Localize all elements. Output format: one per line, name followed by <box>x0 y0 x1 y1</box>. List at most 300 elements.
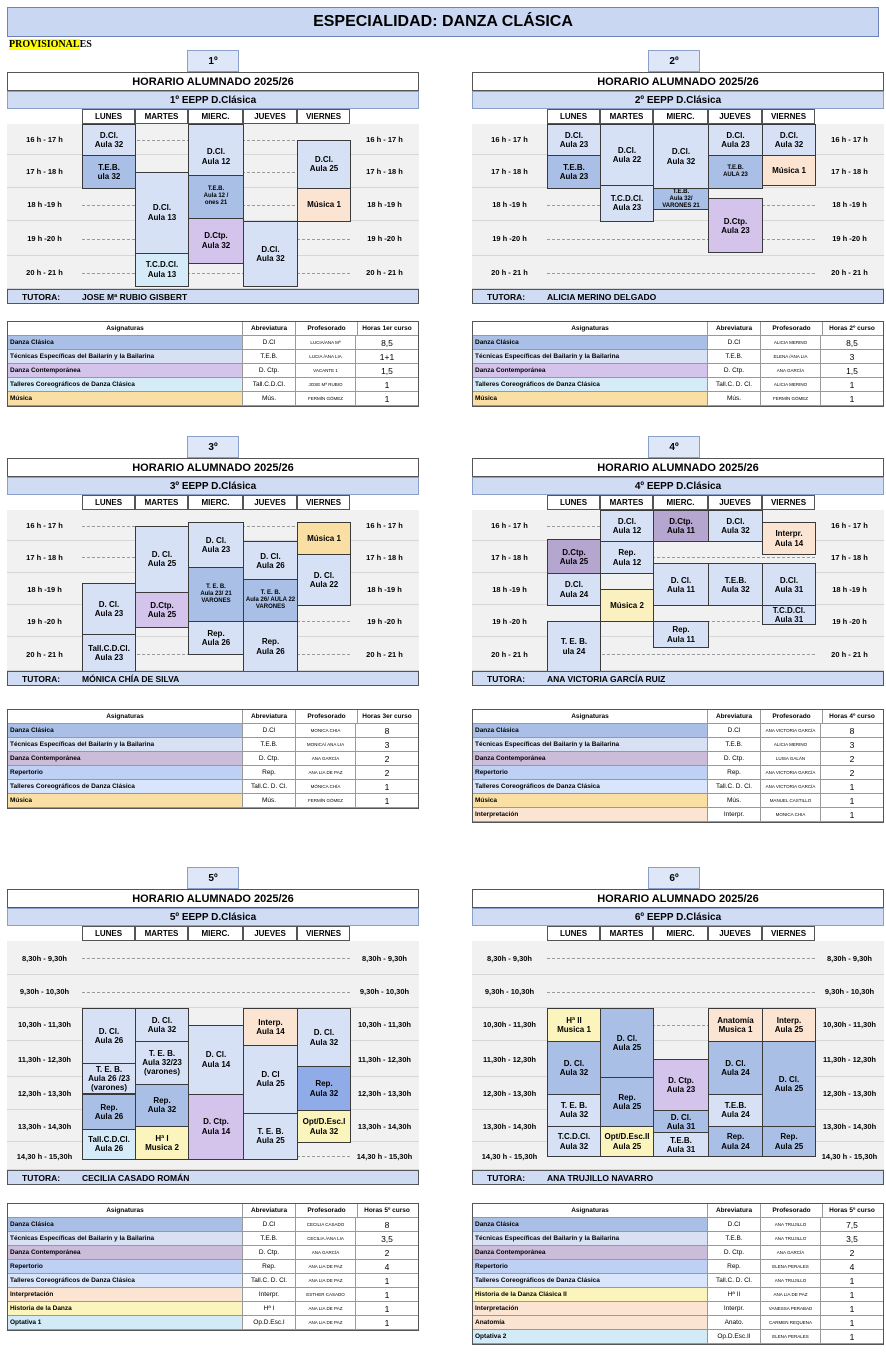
class-cell[interactable]: T. E. B. ula 24 <box>547 621 601 672</box>
class-cell[interactable]: T.C.D.Cl. Aula 32 <box>547 1126 601 1157</box>
day-header: VIERNES <box>762 495 815 510</box>
subject-name: Talleres Coreográficos de Danza Clásica <box>8 378 243 391</box>
class-cell[interactable]: D.Cl. Aula 25 <box>297 140 351 190</box>
class-cell[interactable]: T.E.B. ula 32 <box>82 155 136 189</box>
subject-row <box>8 794 418 808</box>
time-slot-label-right: 12,30h - 13,30h <box>822 1089 877 1098</box>
tutor-name: JOSE Mª RUBIO GISBERT <box>82 292 188 302</box>
class-cell[interactable]: D.Ctp. Aula 23 <box>708 198 763 254</box>
subject-row <box>8 364 418 378</box>
class-cell[interactable]: Rep. Aula 11 <box>653 621 709 648</box>
time-slot-label-right: 20 h - 21 h <box>366 268 403 277</box>
subject-name: Música <box>473 392 708 405</box>
class-cell[interactable]: Interpr. Aula 14 <box>762 522 816 554</box>
subject-teacher: CECILIA /ANA LIA <box>296 1232 356 1245</box>
subjects-header-row <box>473 1204 883 1218</box>
class-cell[interactable]: D.Cl. Aula 32 <box>82 124 136 156</box>
subject-hours: 8 <box>384 725 390 736</box>
subject-hours: 2 <box>384 753 390 764</box>
subject-row <box>473 364 883 378</box>
class-cell[interactable]: D. Cl. Aula 26 <box>243 541 298 580</box>
tutor-name: ALICIA MERINO DELGADO <box>547 292 657 302</box>
empty-slot-line <box>547 992 815 993</box>
subject-name: Música <box>8 794 243 807</box>
subject-row <box>8 378 418 392</box>
subject-teacher: VANESSA PERABAD <box>761 1302 821 1315</box>
day-header: JUEVES <box>708 109 762 124</box>
class-cell[interactable]: Hª I Musica 2 <box>135 1126 189 1160</box>
tutor-row <box>472 1170 884 1185</box>
class-cell[interactable]: D. Cl. Aula 32 <box>297 1008 351 1067</box>
subject-abbr: Tall.C. D. Cl. <box>708 378 761 391</box>
class-cell[interactable]: D. Cl Aula 25 <box>243 1045 298 1115</box>
class-cell[interactable]: Música 2 <box>600 589 654 622</box>
schedule-header: HORARIO ALUMNADO 2025/26 <box>472 458 884 477</box>
corner-blank <box>7 495 82 510</box>
subject-teacher: ESTHER CASADO <box>296 1288 356 1301</box>
subject-hours: 1,5 <box>381 365 393 376</box>
class-cell[interactable]: Rep. Aula 26 <box>243 621 298 672</box>
subject-hours: 1 <box>849 781 855 792</box>
tutor-row <box>7 289 419 304</box>
class-cell[interactable]: Interp. Aula 14 <box>243 1008 298 1046</box>
class-cell[interactable]: D.Cl. Aula 23 <box>547 124 601 156</box>
time-slot-label-right: 11,30h - 12,30h <box>358 1054 411 1064</box>
schedule-header: HORARIO ALUMNADO 2025/26 <box>7 458 419 477</box>
day-header: MIERC. <box>653 109 708 124</box>
empty-slot-line <box>547 273 815 274</box>
class-cell[interactable]: D. Cl. Aula 22 <box>297 554 351 606</box>
time-slot-label: 19 h -20 h <box>492 234 527 243</box>
subject-abbr: D.Cl <box>708 336 761 349</box>
time-slot-label: 20 h - 21 h <box>26 649 63 659</box>
class-cell[interactable]: T.E.B. Aula 24 <box>708 1094 763 1128</box>
subject-name: Danza Contemporánea <box>473 1246 708 1259</box>
tutor-row <box>7 671 419 686</box>
subject-hours: 3,5 <box>381 1233 393 1244</box>
day-header: MARTES <box>600 926 653 941</box>
subject-name: Talleres Coreográficos de Danza Clásica <box>8 780 243 793</box>
subjects-col-header: Asignaturas <box>473 322 708 335</box>
class-cell[interactable]: D.Cl. Aula 12 <box>600 510 654 542</box>
time-slot-label: 18 h -19 h <box>27 200 62 209</box>
class-cell[interactable]: Hª II Musica 1 <box>547 1008 601 1042</box>
subject-name: Historia de la Danza <box>8 1302 243 1315</box>
class-cell[interactable]: D. Ctp. Aula 14 <box>188 1094 244 1160</box>
subject-name: Danza Contemporánea <box>8 364 243 377</box>
subject-hours: 1 <box>384 393 390 404</box>
subjects-col-header: Abreviatura <box>708 1204 761 1217</box>
subjects-col-header: Asignaturas <box>8 1204 243 1217</box>
subject-teacher: ANA VICTORIA GARCÍA <box>761 780 821 793</box>
subject-row <box>473 1288 883 1302</box>
subject-teacher: FERMÍN GÓMEZ <box>761 392 821 405</box>
class-cell[interactable]: D. Cl. Aula 23 <box>188 522 244 567</box>
time-slot-label-right: 20 h - 21 h <box>831 649 868 659</box>
subject-row <box>473 336 883 350</box>
time-slot-label: 8,30h - 9,30h <box>21 953 68 963</box>
time-slot-label: 11,30h - 12,30h <box>483 1054 536 1064</box>
empty-slot-line <box>82 992 350 993</box>
class-cell[interactable]: D. Cl. Aula 32 <box>135 1008 189 1042</box>
time-slot-label: 19 h -20 h <box>27 234 62 243</box>
course-level-tab: 2º <box>648 50 700 72</box>
subject-abbr: Rep. <box>243 766 296 779</box>
class-cell[interactable]: Música 1 <box>762 155 816 186</box>
class-cell[interactable]: D. Cl. Aula 24 <box>708 1041 763 1095</box>
class-cell[interactable]: Rep. Aula 12 <box>600 541 654 574</box>
subjects-col-header: Asignaturas <box>473 710 708 723</box>
time-slot-label-right: 20 h - 21 h <box>366 649 403 659</box>
class-cell[interactable]: D.Cl. Aula 32 <box>653 124 709 189</box>
class-cell[interactable]: D. Cl. Aula 25 <box>762 1041 816 1127</box>
time-slot-label-right: 10,30h - 11,30h <box>358 1020 411 1029</box>
corner-blank <box>7 109 82 124</box>
class-cell[interactable]: D. Cl. Aula 11 <box>653 563 709 606</box>
class-cell[interactable]: D. Cl. Aula 31 <box>653 1110 709 1133</box>
provisional-suffix: ES <box>79 39 92 50</box>
subjects-col-header: Asignaturas <box>473 1204 708 1217</box>
subject-teacher: ANA GARCÍA <box>296 1246 356 1259</box>
subject-row <box>8 780 418 794</box>
subjects-col-header: Horas 1er curso <box>362 325 412 332</box>
subject-abbr: D.Cl <box>243 1218 296 1231</box>
subject-teacher: ANA GARCÍA <box>761 364 821 377</box>
subject-name: Interpretación <box>8 1288 243 1301</box>
subject-row <box>8 1232 418 1246</box>
class-cell[interactable]: T.E.B. Aula 32 <box>708 563 763 606</box>
subject-name: Danza Contemporánea <box>8 1246 243 1259</box>
subject-hours: 8,5 <box>381 337 393 348</box>
class-cell[interactable]: D. Ctp. Aula 23 <box>653 1059 709 1111</box>
time-slot-label: 20 h - 21 h <box>491 649 528 659</box>
group-title: 1º EEPP D.Clásica <box>7 91 419 109</box>
class-cell[interactable]: Rep. Aula 25 <box>762 1126 816 1157</box>
tutor-label: TUTORA: <box>487 292 526 302</box>
subject-hours: 4 <box>384 1261 390 1272</box>
subjects-col-header: Profesorado <box>296 710 358 723</box>
subject-name: Repertorio <box>473 766 708 779</box>
day-header: VIERNES <box>762 926 815 941</box>
subject-abbr: Tall.C. D. Cl. <box>243 780 296 793</box>
subject-teacher: ANA LIA DE PAZ <box>296 1260 356 1273</box>
subject-hours: 2 <box>849 753 855 764</box>
subject-row <box>8 1260 418 1274</box>
time-slot-label-right: 18 h -19 h <box>832 584 867 594</box>
time-slot-label-right: 19 h -20 h <box>832 234 867 243</box>
subject-row <box>8 336 418 350</box>
subject-teacher: MONICA CHIA <box>761 808 821 821</box>
subjects-header-row <box>8 322 418 336</box>
provisional-highlight: PROVISIONAL <box>9 39 80 50</box>
subject-name: Anatomía <box>473 1316 708 1329</box>
subject-abbr: D.Cl <box>243 724 296 737</box>
day-header: LUNES <box>82 109 135 124</box>
tutor-row <box>7 1170 419 1185</box>
subject-hours: 1 <box>849 1317 855 1328</box>
subject-abbr: Op.D.Esc.II <box>708 1330 761 1343</box>
subjects-header-row <box>473 322 883 336</box>
subject-row <box>473 350 883 364</box>
class-cell[interactable]: T. E. B. Aula 26/ AULA 22 VARONES <box>243 579 298 622</box>
subject-row <box>8 1302 418 1316</box>
subject-abbr: T.E.B. <box>243 1232 296 1245</box>
time-slot-label-right: 18 h -19 h <box>367 200 402 209</box>
class-cell[interactable]: D.Cl. Aula 32 <box>762 124 816 156</box>
class-cell[interactable]: D.Cl. Aula 31 <box>762 563 816 606</box>
time-slot-label-right: 16 h - 17 h <box>831 135 868 144</box>
course-level-tab: 3º <box>187 436 239 458</box>
subject-hours: 1 <box>849 393 855 404</box>
schedule-header: HORARIO ALUMNADO 2025/26 <box>7 889 419 908</box>
day-header: JUEVES <box>708 926 762 941</box>
day-header: VIERNES <box>297 109 350 124</box>
subject-teacher: MONICA/ ANA LIA <box>296 738 356 751</box>
class-cell[interactable]: Interp. Aula 25 <box>762 1008 816 1042</box>
subject-teacher: MANUEL CASTILLO <box>761 794 821 807</box>
time-slot-label: 20 h - 21 h <box>491 268 528 277</box>
class-cell[interactable]: T.E.B. Aula 31 <box>653 1132 709 1157</box>
class-cell[interactable]: D. Cl. Aula 14 <box>188 1025 244 1095</box>
time-slot-label-right: 17 h - 18 h <box>831 552 868 562</box>
subjects-header-row <box>8 710 418 724</box>
day-header: MARTES <box>600 495 653 510</box>
class-cell[interactable]: T.C.D.Cl. Aula 13 <box>135 253 189 287</box>
schedule-header: HORARIO ALUMNADO 2025/26 <box>7 72 419 91</box>
subject-row <box>8 724 418 738</box>
class-cell[interactable]: T. E. B. Aula 32/23 (varones) <box>135 1041 189 1085</box>
class-cell[interactable]: D.Ctp. Aula 25 <box>135 592 189 628</box>
subject-teacher: FERMÍN GÓMEZ <box>296 794 356 807</box>
subject-name: Danza Contemporánea <box>473 364 708 377</box>
class-cell[interactable]: D. Cl. Aula 32 <box>547 1041 601 1095</box>
time-slot-label: 18 h -19 h <box>492 584 527 594</box>
subject-hours: 3 <box>384 739 390 750</box>
time-slot-label-right: 13,30h - 14,30h <box>822 1121 877 1131</box>
class-cell[interactable]: Rep. Aula 32 <box>297 1066 351 1111</box>
class-cell[interactable]: T. E. B. Aula 32 <box>547 1094 601 1128</box>
class-cell[interactable]: Rep. Aula 26 <box>188 621 244 655</box>
time-slot-label-right: 16 h - 17 h <box>366 521 403 530</box>
subject-row <box>8 1246 418 1260</box>
class-cell[interactable]: Música 1 <box>297 522 351 554</box>
class-cell[interactable]: Tall.C.D.Cl. Aula 26 <box>82 1129 136 1160</box>
subject-hours: 1 <box>384 795 390 806</box>
day-header: MARTES <box>135 495 188 510</box>
class-cell[interactable]: Música 1 <box>297 188 351 222</box>
class-cell[interactable]: T.C.D.Cl. Aula 23 <box>600 185 654 222</box>
class-cell[interactable]: T.E.B. AULA 23 <box>708 155 763 189</box>
subject-row <box>473 1260 883 1274</box>
time-slot-label-right: 16 h - 17 h <box>831 521 868 530</box>
subject-row <box>8 738 418 752</box>
subject-abbr: Anato. <box>708 1316 761 1329</box>
empty-slot-line <box>547 958 815 959</box>
subject-hours: 1 <box>384 781 390 792</box>
class-cell[interactable]: D. Cl. Aula 25 <box>135 526 189 594</box>
subject-teacher: ANA LIA DE PAZ <box>296 1274 356 1287</box>
subject-name: Repertorio <box>473 1260 708 1273</box>
subject-abbr: Hª II <box>708 1288 761 1301</box>
class-cell[interactable]: D. Cl. Aula 23 <box>82 583 136 635</box>
time-slot-label: 9,30h - 10,30h <box>19 987 70 996</box>
class-cell[interactable]: D.Cl. Aula 32 <box>243 221 298 287</box>
time-slot-label: 17 h - 18 h <box>491 552 528 562</box>
class-cell[interactable]: D.Cl. Aula 13 <box>135 172 189 254</box>
subject-abbr: Interpr. <box>243 1288 296 1301</box>
class-cell[interactable]: T.E.B. Aula 32/ VARONES 21 <box>653 188 709 210</box>
subject-abbr: Tall.C. D. Cl. <box>708 780 761 793</box>
subjects-col-header: Profesorado <box>761 1204 823 1217</box>
subject-abbr: T.E.B. <box>243 350 296 363</box>
subject-teacher: ANA TRUJILLO <box>761 1218 821 1231</box>
empty-slot-line <box>547 239 815 240</box>
tutor-label: TUTORA: <box>22 292 61 302</box>
time-slot-label: 10,30h - 11,30h <box>18 1020 71 1029</box>
subject-row <box>473 808 883 822</box>
time-slot-label: 8,30h - 9,30h <box>486 953 533 963</box>
subject-row <box>8 392 418 406</box>
class-cell[interactable]: D. Cl. Aula 25 <box>600 1008 654 1078</box>
time-slot-label: 20 h - 21 h <box>26 268 63 277</box>
course-level-tab: 6º <box>648 867 700 889</box>
class-cell[interactable]: T.C.D.Cl. Aula 31 <box>762 605 816 625</box>
class-cell[interactable]: Anatomía Musica 1 <box>708 1008 763 1042</box>
subject-row <box>473 1218 883 1232</box>
class-cell[interactable]: Opt/D.Esc.I Aula 32 <box>297 1110 351 1143</box>
subjects-table <box>7 1203 419 1331</box>
subject-hours: 1+1 <box>379 351 395 362</box>
subject-row <box>473 780 883 794</box>
subject-name: Danza Clásica <box>8 336 243 349</box>
subject-abbr: T.E.B. <box>708 738 761 751</box>
class-cell[interactable]: T.E.B. Aula 12 / ones 21 <box>188 175 244 219</box>
subjects-header-row <box>8 1204 418 1218</box>
time-slot-label: 17 h - 18 h <box>26 552 63 562</box>
page-title: ESPECIALIDAD: DANZA CLÁSICA <box>7 7 879 37</box>
class-cell[interactable]: D.Cl. Aula 12 <box>188 124 244 189</box>
subject-row <box>8 1316 418 1330</box>
class-cell[interactable]: T. E. B. Aula 23/ 21 VARONES <box>188 567 244 622</box>
subjects-col-header: Profesorado <box>761 710 823 723</box>
class-cell[interactable]: T. E. B. Aula 26 /23 (varones) <box>82 1063 136 1095</box>
day-header: VIERNES <box>297 926 350 941</box>
subject-hours: 3 <box>849 739 855 750</box>
time-slot-label: 16 h - 17 h <box>26 135 63 144</box>
tutor-name: CECILIA CASADO ROMÁN <box>82 1173 190 1183</box>
subject-abbr: Tall.C.D.Cl. <box>243 378 296 391</box>
subjects-col-header: Abreviatura <box>708 710 761 723</box>
corner-blank <box>472 495 547 510</box>
class-cell[interactable]: D.Cl. Aula 24 <box>547 573 601 606</box>
class-cell[interactable]: Rep. Aula 25 <box>600 1077 654 1127</box>
class-cell[interactable]: D.Cl. Aula 22 <box>600 124 654 186</box>
subject-row <box>473 724 883 738</box>
class-cell[interactable]: D.Cl. Aula 32 <box>708 510 763 542</box>
course-level-tab: 5º <box>187 867 239 889</box>
subject-abbr: Tall.C. D. Cl. <box>708 1274 761 1287</box>
class-cell[interactable]: T. E. B. Aula 25 <box>243 1113 298 1160</box>
time-slot-label-right: 20 h - 21 h <box>831 268 868 277</box>
subject-name: Música <box>8 392 243 405</box>
time-slot-label-right: 16 h - 17 h <box>366 135 403 144</box>
subjects-table <box>472 709 884 823</box>
subject-teacher: ALICIA MERINO <box>761 336 821 349</box>
subject-teacher: ALICIA MERINO <box>761 378 821 391</box>
time-slot-label-right: 9,30h - 10,30h <box>824 987 875 996</box>
class-cell[interactable]: Rep. Aula 32 <box>135 1084 189 1127</box>
subject-teacher: CECILIA CASADO <box>296 1218 356 1231</box>
subjects-col-header: Horas 5º curso <box>829 1207 875 1214</box>
subject-hours: 1 <box>849 1303 855 1314</box>
subjects-col-header: Asignaturas <box>8 322 243 335</box>
subject-name: Técnicas Específicas del Bailarín y la Bailarina <box>473 738 708 751</box>
subject-abbr: Op.D.Esc.I <box>243 1316 296 1329</box>
subject-row <box>473 738 883 752</box>
tutor-label: TUTORA: <box>22 1173 61 1183</box>
subject-teacher: ELENA /ANA LIA <box>761 350 821 363</box>
subjects-table <box>7 321 419 407</box>
class-cell[interactable]: D.Ctp. Aula 11 <box>653 510 709 542</box>
time-slot-label-right: 10,30h - 11,30h <box>823 1020 876 1029</box>
subject-name: Danza Clásica <box>473 336 708 349</box>
class-cell[interactable]: Opt/D.Esc.II Aula 25 <box>600 1126 654 1157</box>
subject-abbr: Rep. <box>243 1260 296 1273</box>
subjects-table <box>472 321 884 407</box>
subject-row <box>473 1302 883 1316</box>
subject-row <box>473 1274 883 1288</box>
subject-name: Técnicas Específicas del Bailarín y la Bailarina <box>8 738 243 751</box>
class-cell[interactable]: Tall.C.D.Cl. Aula 23 <box>82 634 136 672</box>
subject-abbr: D. Ctp. <box>243 1246 296 1259</box>
subject-row <box>8 1274 418 1288</box>
subject-abbr: Rep. <box>708 766 761 779</box>
class-cell[interactable]: D.Cl. Aula 23 <box>708 124 763 156</box>
subject-row <box>8 766 418 780</box>
class-cell[interactable]: T.E.B. Aula 23 <box>547 155 601 189</box>
class-cell[interactable]: D.Ctp. Aula 25 <box>547 539 601 574</box>
subject-hours: 1,5 <box>846 365 858 376</box>
time-slot-label-right: 14,30 h - 15,30h <box>356 1151 413 1161</box>
subject-teacher: JOSE Mª RUBIO <box>296 378 356 391</box>
time-slot-label: 18 h -19 h <box>27 584 62 594</box>
class-cell[interactable]: Rep. Aula 26 <box>82 1094 136 1131</box>
subject-abbr: Mús. <box>708 392 761 405</box>
class-cell[interactable]: Rep. Aula 24 <box>708 1126 763 1157</box>
subject-teacher: ELENA PERALES <box>761 1260 821 1273</box>
time-slot-label: 13,30h - 14,30h <box>482 1121 537 1131</box>
subject-teacher: MÓNICA CHÍA <box>296 780 356 793</box>
subject-abbr: Mús. <box>243 794 296 807</box>
class-cell[interactable]: D. Cl. Aula 26 <box>82 1008 136 1064</box>
subject-hours: 1 <box>849 809 855 820</box>
time-slot-label-right: 19 h -20 h <box>367 616 402 626</box>
day-header: JUEVES <box>243 109 297 124</box>
time-slot-label: 9,30h - 10,30h <box>484 987 535 996</box>
class-cell[interactable]: D.Ctp. Aula 32 <box>188 218 244 264</box>
time-slot-label-right: 14,30 h - 15,30h <box>821 1151 878 1161</box>
subject-hours: 1 <box>384 1275 390 1286</box>
day-header: MIERC. <box>653 495 708 510</box>
subject-hours: 1 <box>384 1317 390 1328</box>
tutor-row <box>472 289 884 304</box>
subject-name: Danza Contemporánea <box>8 752 243 765</box>
subject-teacher: ANA TRUJILLO <box>761 1232 821 1245</box>
subjects-col-header: Abreviatura <box>243 710 296 723</box>
subject-hours: 8 <box>849 725 855 736</box>
subjects-col-header: Abreviatura <box>708 322 761 335</box>
subject-row <box>8 350 418 364</box>
